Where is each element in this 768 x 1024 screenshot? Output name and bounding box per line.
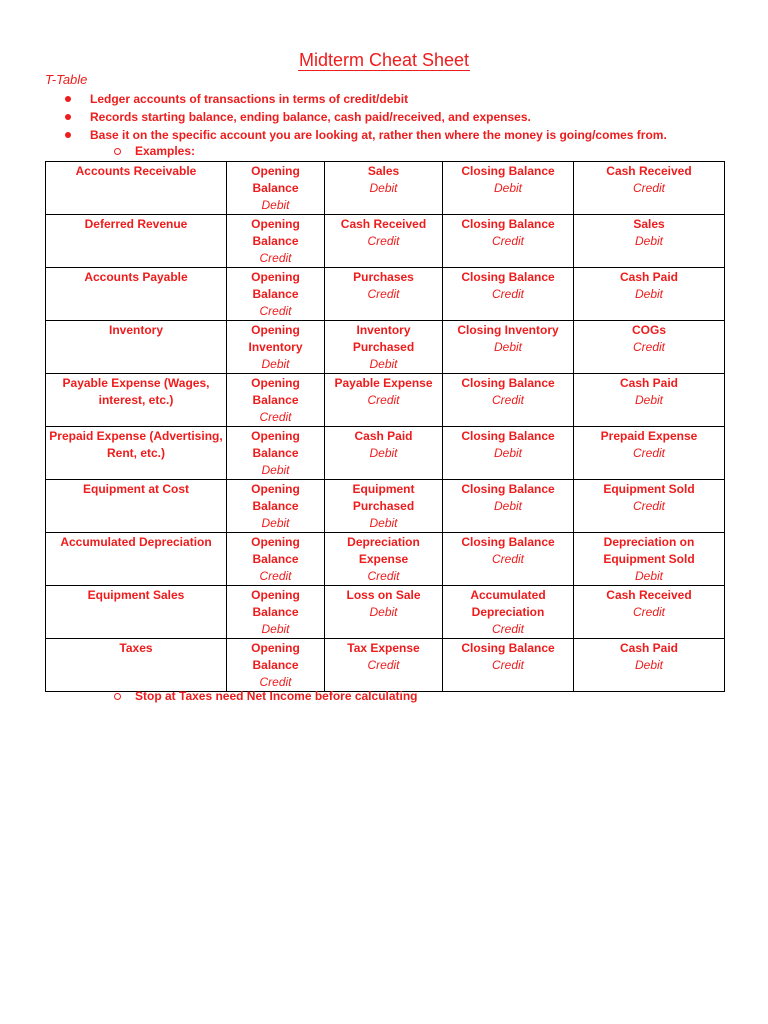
opening-label: Opening Balance xyxy=(251,270,300,301)
increase-side: Credit xyxy=(367,287,400,301)
closing-label: Closing Balance xyxy=(461,376,555,390)
increase-label: Loss on Sale xyxy=(346,588,421,602)
increase-cell xyxy=(325,533,443,586)
increase-side: Debit xyxy=(369,446,398,460)
increase-label: Inventory Purchased xyxy=(352,323,415,354)
closing-side: Credit xyxy=(491,552,524,566)
account-name: Accounts Payable xyxy=(84,270,188,284)
account-name: Deferred Revenue xyxy=(84,217,188,231)
opening-side: Credit xyxy=(259,304,292,318)
table-row xyxy=(46,162,725,215)
decrease-side: Debit xyxy=(634,287,663,301)
increase-cell xyxy=(325,268,443,321)
decrease-cell xyxy=(574,586,725,639)
account-name: Accounts Receivable xyxy=(75,164,197,178)
closing-label: Closing Balance xyxy=(461,641,555,655)
closing-cell xyxy=(443,162,574,215)
table-row xyxy=(46,374,725,427)
increase-cell xyxy=(325,374,443,427)
account-name: Taxes xyxy=(119,641,153,655)
increase-label: Payable Expense xyxy=(334,376,433,390)
account-name: Equipment Sales xyxy=(87,588,185,602)
closing-side: Credit xyxy=(491,658,524,672)
decrease-cell xyxy=(574,268,725,321)
decrease-side: Debit xyxy=(634,393,663,407)
increase-label: Sales xyxy=(367,164,400,178)
opening-label: Opening Balance xyxy=(251,217,300,248)
bullet-text: Base it on the specific account you are looking at, rather then where the money is going/comes from. xyxy=(90,128,667,142)
opening-cell xyxy=(227,533,325,586)
closing-label: Closing Balance xyxy=(461,164,555,178)
increase-cell xyxy=(325,215,443,268)
decrease-side: Credit xyxy=(632,340,665,354)
closing-cell xyxy=(443,374,574,427)
decrease-label: Cash Paid xyxy=(619,376,679,390)
decrease-side: Debit xyxy=(634,234,663,248)
opening-cell xyxy=(227,374,325,427)
closing-label: Closing Balance xyxy=(461,535,555,549)
t-table xyxy=(45,161,725,692)
page-title xyxy=(0,48,768,72)
closing-label: Closing Balance xyxy=(461,270,555,284)
increase-side: Credit xyxy=(367,234,400,248)
increase-label: Cash Paid xyxy=(354,429,413,443)
t-table-body xyxy=(46,162,725,692)
decrease-cell xyxy=(574,374,725,427)
closing-label: Accumulated Depreciation xyxy=(470,588,546,619)
circle-bullet-icon xyxy=(114,693,121,700)
bullet-dot-icon xyxy=(65,132,71,138)
increase-label: Cash Received xyxy=(340,217,427,231)
bullet-dot-icon xyxy=(65,114,71,120)
closing-cell xyxy=(443,268,574,321)
note-text: Stop at Taxes need Net Income before calculating xyxy=(135,689,418,703)
closing-side: Credit xyxy=(491,287,524,301)
increase-cell xyxy=(325,639,443,692)
closing-cell xyxy=(443,427,574,480)
account-cell xyxy=(46,162,227,215)
opening-cell xyxy=(227,480,325,533)
closing-cell xyxy=(443,639,574,692)
increase-cell xyxy=(325,586,443,639)
table-row xyxy=(46,215,725,268)
decrease-label: Depreciation on Equipment Sold xyxy=(603,535,695,566)
closing-side: Credit xyxy=(491,622,524,636)
account-name: Accumulated Depreciation xyxy=(60,535,212,549)
increase-side: Credit xyxy=(367,393,400,407)
opening-cell xyxy=(227,215,325,268)
decrease-cell xyxy=(574,427,725,480)
decrease-side: Debit xyxy=(634,658,663,672)
account-cell xyxy=(46,215,227,268)
opening-cell xyxy=(227,321,325,374)
bullet-dot-icon xyxy=(65,96,71,102)
opening-label: Opening Balance xyxy=(251,588,300,619)
opening-cell xyxy=(227,586,325,639)
increase-cell xyxy=(325,321,443,374)
table-row xyxy=(46,480,725,533)
closing-cell xyxy=(443,321,574,374)
note-subheading xyxy=(114,688,418,704)
bullet-text: Records starting balance, ending balance, cash paid/received, and expenses. xyxy=(90,110,531,124)
opening-side: Credit xyxy=(259,675,292,689)
opening-side: Debit xyxy=(261,198,290,212)
opening-side: Credit xyxy=(259,410,292,424)
account-cell xyxy=(46,268,227,321)
account-cell xyxy=(46,374,227,427)
table-row xyxy=(46,321,725,374)
closing-cell xyxy=(443,215,574,268)
decrease-side: Credit xyxy=(632,605,665,619)
opening-side: Credit xyxy=(259,569,292,583)
opening-side: Debit xyxy=(261,516,290,530)
closing-cell xyxy=(443,586,574,639)
closing-side: Debit xyxy=(493,181,522,195)
opening-side: Debit xyxy=(261,357,290,371)
bullet-item xyxy=(62,108,667,126)
examples-label: Examples: xyxy=(135,144,196,158)
account-name: Inventory xyxy=(108,323,163,337)
account-cell xyxy=(46,533,227,586)
opening-cell xyxy=(227,268,325,321)
closing-side: Debit xyxy=(493,340,522,354)
account-cell xyxy=(46,321,227,374)
opening-label: Opening Balance xyxy=(251,535,300,566)
bullet-text: Ledger accounts of transactions in terms of credit/debit xyxy=(90,92,409,106)
opening-side: Credit xyxy=(259,251,292,265)
increase-label: Equipment Purchased xyxy=(352,482,415,513)
opening-label: Opening Inventory xyxy=(248,323,303,354)
closing-cell xyxy=(443,533,574,586)
decrease-label: Equipment Sold xyxy=(603,482,695,496)
page-title-text: Midterm Cheat Sheet xyxy=(298,50,470,70)
increase-cell xyxy=(325,427,443,480)
examples-subheading xyxy=(114,143,195,159)
decrease-label: Sales xyxy=(633,217,665,231)
opening-label: Opening Balance xyxy=(251,482,300,513)
closing-label: Closing Balance xyxy=(461,217,555,231)
decrease-label: Cash Received xyxy=(606,588,692,602)
increase-side: Debit xyxy=(369,357,398,371)
account-cell xyxy=(46,586,227,639)
opening-label: Opening Balance xyxy=(251,164,300,195)
table-row xyxy=(46,639,725,692)
decrease-cell xyxy=(574,162,725,215)
decrease-cell xyxy=(574,639,725,692)
decrease-side: Credit xyxy=(632,181,665,195)
decrease-label: Cash Paid xyxy=(619,641,679,655)
opening-label: Opening Balance xyxy=(251,429,300,460)
table-row xyxy=(46,427,725,480)
increase-side: Debit xyxy=(369,605,398,619)
section-label: T-Table xyxy=(45,72,88,87)
increase-label: Purchases xyxy=(353,270,414,284)
closing-side: Debit xyxy=(493,499,522,513)
decrease-label: Cash Paid xyxy=(619,270,679,284)
opening-side: Debit xyxy=(261,463,290,477)
opening-cell xyxy=(227,427,325,480)
opening-label: Opening Balance xyxy=(251,376,300,407)
bullet-item xyxy=(62,90,667,108)
closing-side: Credit xyxy=(491,234,524,248)
table-row xyxy=(46,268,725,321)
account-name: Prepaid Expense (Advertising, Rent, etc.) xyxy=(49,429,223,460)
table-row xyxy=(46,586,725,639)
bullet-item xyxy=(62,126,667,144)
increase-label: Depreciation Expense xyxy=(347,535,420,566)
closing-label: Closing Balance xyxy=(461,429,555,443)
account-cell xyxy=(46,480,227,533)
increase-side: Debit xyxy=(369,516,398,530)
table-row xyxy=(46,533,725,586)
bullet-list xyxy=(62,90,667,144)
increase-cell xyxy=(325,162,443,215)
increase-cell xyxy=(325,480,443,533)
increase-side: Credit xyxy=(367,569,400,583)
decrease-label: Cash Received xyxy=(606,164,692,178)
opening-label: Opening Balance xyxy=(251,641,300,672)
account-cell xyxy=(46,639,227,692)
decrease-side: Credit xyxy=(632,499,665,513)
closing-side: Credit xyxy=(491,393,524,407)
opening-side: Debit xyxy=(261,622,290,636)
closing-side: Debit xyxy=(493,446,522,460)
closing-label: Closing Inventory xyxy=(457,323,559,337)
decrease-label: Prepaid Expense xyxy=(600,429,698,443)
decrease-side: Credit xyxy=(632,446,665,460)
closing-cell xyxy=(443,480,574,533)
account-name: Equipment at Cost xyxy=(82,482,189,496)
increase-side: Debit xyxy=(369,181,398,195)
circle-bullet-icon xyxy=(114,148,121,155)
closing-label: Closing Balance xyxy=(461,482,555,496)
decrease-cell xyxy=(574,533,725,586)
account-cell xyxy=(46,427,227,480)
opening-cell xyxy=(227,639,325,692)
decrease-cell xyxy=(574,480,725,533)
increase-label: Tax Expense xyxy=(347,641,420,655)
increase-side: Credit xyxy=(367,658,400,672)
decrease-cell xyxy=(574,215,725,268)
account-name: Payable Expense (Wages, interest, etc.) xyxy=(62,376,210,407)
decrease-cell xyxy=(574,321,725,374)
opening-cell xyxy=(227,162,325,215)
decrease-side: Debit xyxy=(634,569,663,583)
decrease-label: COGs xyxy=(631,323,666,337)
